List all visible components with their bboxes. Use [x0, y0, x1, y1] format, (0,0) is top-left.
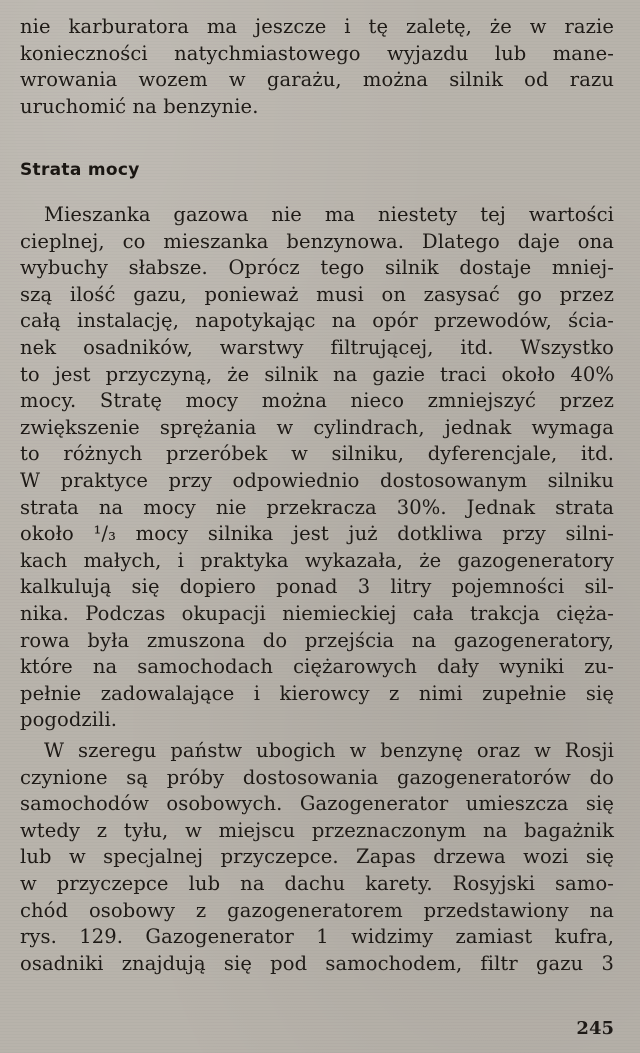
- text-line: mocy. Stratę mocy można nieco zmniejszyć przez: [20, 389, 614, 413]
- text-line: w przyczepce lub na dachu karety. Rosyjski samo-: [20, 871, 614, 895]
- text-line: wrowania wozem w garażu, można silnik od razu: [20, 68, 614, 92]
- text-line: Mieszanka gazowa nie ma niestety tej wartości: [44, 203, 614, 226]
- text-line: nek osadników, warstwy filtrującej, itd. Wszystko: [20, 335, 614, 359]
- text-line: samochodów osobowych. Gazogenerator umieszcza się: [20, 792, 614, 816]
- text-line: cieplnej, co mieszanka benzynowa. Dlatego daje ona: [20, 229, 614, 253]
- paragraph-rosja: [20, 738, 614, 977]
- paragraph-strata-mocy: [20, 202, 614, 734]
- text-line: wtedy z tyłu, w miejscu przeznaczonym na bagażnik: [20, 818, 614, 842]
- text-line: rowa była zmuszona do przejścia na gazogeneratory,: [20, 628, 614, 652]
- text-line: pogodzili.: [20, 708, 118, 732]
- text-line: kach małych, i praktyka wykazała, że gazogeneratory: [20, 548, 614, 572]
- text-line: strata na mocy nie przekracza 30%. Jednak strata: [20, 495, 614, 519]
- text-line: lub w specjalnej przyczepce. Zapas drzewa wozi się: [20, 845, 614, 869]
- text-line: nika. Podczas okupacji niemieckiej cała trakcja cięża-: [20, 601, 614, 625]
- text-line: konieczności natychmiastowego wyjazdu lub mane-: [20, 41, 614, 65]
- text-line: szą ilość gazu, ponieważ musi on zasysać go przez: [20, 282, 614, 306]
- page-number: 245: [576, 1018, 614, 1039]
- text-line: chód osobowy z gazogeneratorem przedstawiony na: [20, 898, 614, 922]
- text-line: nie karburatora ma jeszcze i tę zaletę, że w razie: [20, 15, 614, 38]
- text-line: W szeregu państw ubogich w benzynę oraz w Rosji: [44, 739, 614, 762]
- text-line: rys. 129. Gazogenerator 1 widzimy zamiast kufra,: [20, 925, 614, 949]
- paragraph-top: [20, 14, 614, 120]
- section-heading: Strata mocy: [20, 160, 140, 180]
- text-line: pełnie zadowalające i kierowcy z nimi zupełnie się: [20, 681, 614, 705]
- text-line: całą instalację, napotykając na opór przewodów, ścia-: [20, 309, 614, 333]
- text-line: to jest przyczyną, że silnik na gazie traci około 40%: [20, 362, 614, 386]
- text-line: które na samochodach ciężarowych dały wyniki zu-: [20, 655, 614, 679]
- text-line: W praktyce przy odpowiednio dostosowanym silniku: [20, 468, 614, 492]
- text-line: osadniki znajdują się pod samochodem, filtr gazu 3: [20, 951, 614, 975]
- text-line: zwiększenie sprężania w cylindrach, jednak wymaga: [20, 415, 614, 439]
- text-line: kalkulują się dopiero ponad 3 litry pojemności sil-: [20, 575, 614, 599]
- text-line: czynione są próby dostosowania gazogeneratorów do: [20, 765, 614, 789]
- text-line: uruchomić na benzynie.: [20, 94, 259, 118]
- text-line: około ¹/₃ mocy silnika jest już dotkliwa przy silni-: [20, 522, 614, 546]
- text-line: wybuchy słabsze. Oprócz tego silnik dostaje mniej-: [20, 256, 614, 280]
- text-line: to różnych przeróbek w silniku, dyferencjale, itd.: [20, 442, 614, 466]
